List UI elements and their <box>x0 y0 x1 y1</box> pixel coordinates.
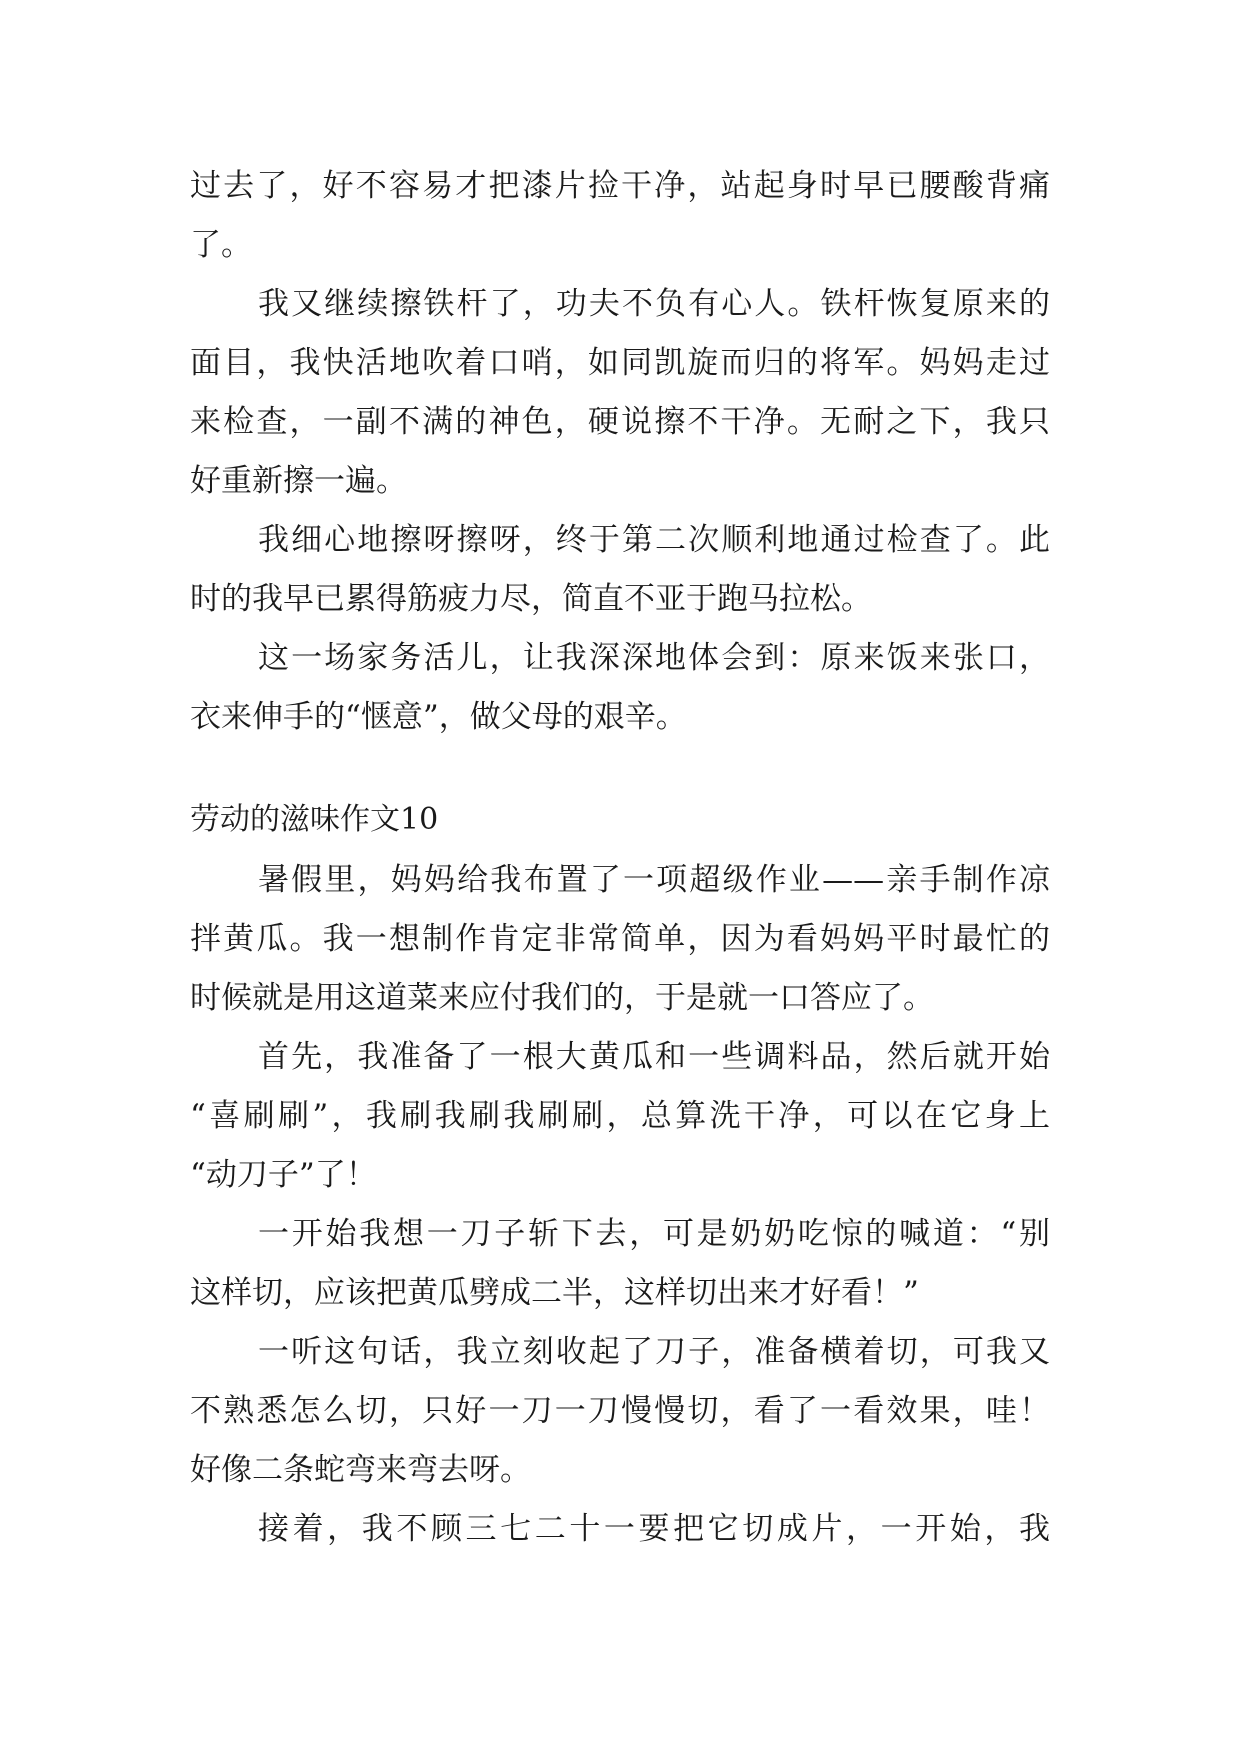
paragraph-start-line: 一听这句话，我立刻收起了刀子，准备横着切，可我又 <box>258 1334 1050 1370</box>
text-line: 好像二条蛇弯来弯去呀。 <box>190 1452 531 1488</box>
text-line: “喜刷刷”，我刷我刷我刷刷，总算洗干净，可以在它身上 <box>190 1098 1050 1134</box>
paragraph-start-line: 我又继续擦铁杆了，功夫不负有心人。铁杆恢复原来的 <box>258 286 1050 322</box>
paragraph-start-line: 一开始我想一刀子斩下去，可是奶奶吃惊的喊道：“别 <box>258 1216 1050 1252</box>
paragraph-start-line: 暑假里，妈妈给我布置了一项超级作业——亲手制作凉 <box>258 862 1050 898</box>
paragraph-start-line: 这一场家务活儿，让我深深地体会到：原来饭来张口， <box>258 640 1050 676</box>
section-heading: 劳动的滋味作文10 <box>190 802 439 837</box>
text-line: 拌黄瓜。我一想制作肯定非常简单，因为看妈妈平时最忙的 <box>190 921 1050 957</box>
text-line: 不熟悉怎么切，只好一刀一刀慢慢切，看了一看效果，哇！ <box>190 1393 1050 1429</box>
text-line: 时候就是用这道菜来应付我们的，于是就一口答应了。 <box>190 980 934 1016</box>
text-line: 衣来伸手的“惬意”，做父母的艰辛。 <box>190 699 687 735</box>
text-line: 了。 <box>190 227 252 263</box>
paragraph-start-line: 首先，我准备了一根大黄瓜和一些调料品，然后就开始 <box>258 1039 1050 1075</box>
paragraph-start-line: 接着，我不顾三七二十一要把它切成片，一开始，我 <box>258 1511 1050 1547</box>
text-line: 面目，我快活地吹着口哨，如同凯旋而归的将军。妈妈走过 <box>190 345 1050 381</box>
text-line: 来检查，一副不满的神色，硬说擦不干净。无耐之下，我只 <box>190 404 1050 440</box>
text-line: 这样切，应该把黄瓜劈成二半，这样切出来才好看！” <box>190 1275 919 1311</box>
text-line: “动刀子”了！ <box>190 1157 377 1193</box>
text-line: 好重新擦一遍。 <box>190 463 407 499</box>
paragraph-start-line: 我细心地擦呀擦呀，终于第二次顺利地通过检查了。此 <box>258 522 1050 558</box>
text-line: 时的我早已累得筋疲力尽，简直不亚于跑马拉松。 <box>190 581 872 617</box>
text-line: 过去了，好不容易才把漆片捡干净，站起身时早已腰酸背痛 <box>190 168 1050 204</box>
